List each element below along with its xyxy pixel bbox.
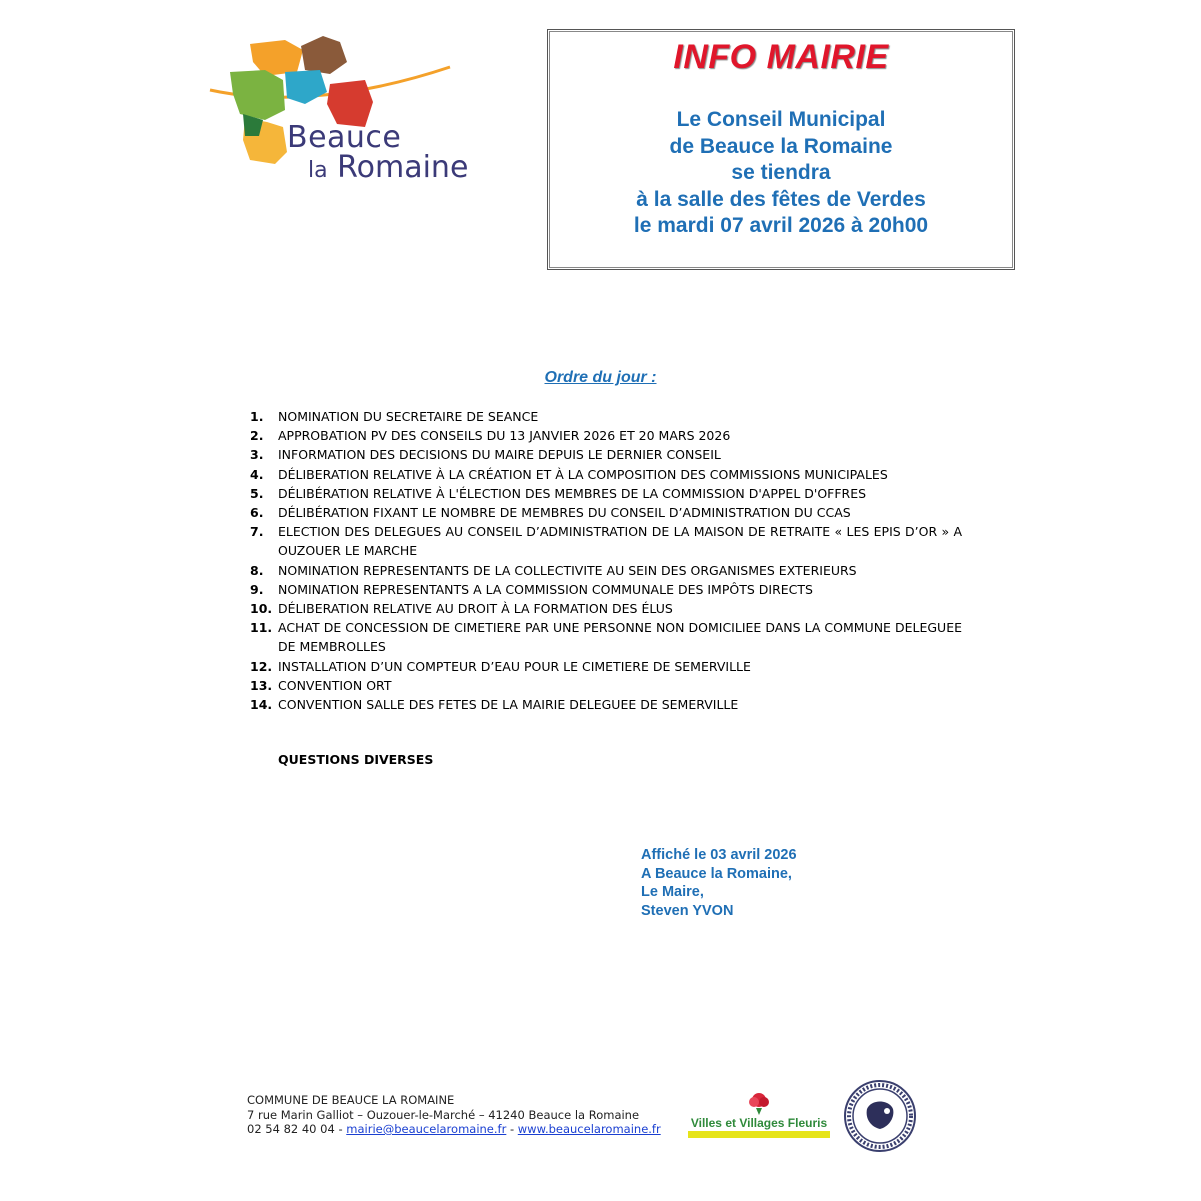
logo-text-prefix: la (308, 158, 328, 183)
agenda-item-text: DÉLIBERATION RELATIVE AU DROIT À LA FORMATION DES ÉLUS (278, 601, 673, 617)
agenda-item-number: 14. (250, 697, 273, 713)
footer-commune: COMMUNE DE BEAUCE LA ROMAINE (247, 1093, 455, 1107)
info-line: à la salle des fêtes de Verdes (636, 187, 926, 211)
agenda-item (250, 561, 962, 580)
agenda-item-text: DÉLIBERATION RELATIVE À LA CRÉATION ET À LA COMPOSITION DES COMMISSIONS MUNICIPALES (278, 466, 888, 482)
agenda-item-number: 7. (250, 524, 264, 540)
agenda-item-number: 9. (250, 581, 264, 597)
footer-contact (247, 1122, 661, 1137)
signature-posted-date: Affiché le 03 avril 2026 (641, 847, 797, 863)
agenda-title: Ordre du jour : (544, 369, 657, 386)
info-line: se tiendra (731, 161, 831, 184)
footer-website-link[interactable]: www.beaucelaromaine.fr (517, 1122, 661, 1136)
agenda-item-text: ACHAT DE CONCESSION DE CIMETIERE PAR UNE PERSONNE NON DOMICILIEE DANS LA COMMUNE DELEGUEE DE MEMBROLLES (278, 620, 962, 655)
signature-block (641, 846, 797, 920)
agenda-item-number: 10. (250, 601, 273, 617)
agenda-item-number: 3. (250, 447, 264, 463)
agenda-item-number: 13. (250, 677, 273, 693)
agenda-item (250, 676, 962, 695)
agenda-item-text: ELECTION DES DELEGUES AU CONSEIL D’ADMINISTRATION DE LA MAISON DE RETRAITE « LES EPIS D’OR » A OUZOUER LE MARCHE (278, 524, 962, 559)
agenda-item-number: 1. (250, 409, 264, 424)
footer-email-link[interactable]: mairie@beaucelaromaine.fr (346, 1122, 507, 1136)
employer-partner-seal-icon (843, 1079, 917, 1153)
agenda-item-number: 8. (250, 562, 264, 578)
agenda-item-number: 12. (250, 658, 273, 674)
flower-icon (744, 1090, 774, 1116)
agenda-item-text: NOMINATION REPRESENTANTS DE LA COLLECTIVITE AU SEIN DES ORGANISMES EXTERIEURS (278, 562, 857, 578)
logo-text-line2 (308, 150, 468, 185)
agenda-item-text: NOMINATION DU SECRETAIRE DE SEANCE (278, 409, 539, 424)
agenda-item (250, 599, 962, 618)
signature-place: A Beauce la Romaine, (641, 865, 792, 882)
agenda-item (250, 426, 962, 445)
vvf-ribbon (688, 1131, 830, 1138)
agenda-item (250, 445, 962, 464)
info-mairie-box (547, 29, 1015, 270)
agenda-list (250, 407, 962, 714)
questions-diverses: QUESTIONS DIVERSES (278, 752, 434, 767)
logo-text-line1: Beauce (287, 120, 402, 155)
agenda-item-number: 11. (250, 620, 273, 636)
agenda-item-number: 6. (250, 505, 264, 521)
signature-name: Steven YVON (641, 902, 734, 919)
agenda-item-text: DÉLIBÉRATION RELATIVE À L'ÉLECTION DES MEMBRES DE LA COMMISSION D'APPEL D'OFFRES (278, 485, 867, 501)
agenda-item-number: 5. (250, 485, 264, 501)
agenda-item (250, 522, 962, 560)
agenda-item-number: 2. (250, 428, 264, 444)
footer-separator: - (334, 1122, 347, 1136)
agenda-item (250, 503, 962, 522)
agenda-item-text: INFORMATION DES DECISIONS DU MAIRE DEPUIS LE DERNIER CONSEIL (278, 447, 721, 463)
agenda-item (250, 484, 962, 503)
beauce-la-romaine-logo (205, 32, 495, 192)
agenda-item-number: 4. (250, 466, 264, 482)
info-mairie-lines (548, 107, 1014, 240)
agenda-item-text: CONVENTION SALLE DES FETES DE LA MAIRIE DELEGUEE DE SEMERVILLE (278, 697, 739, 713)
agenda-item-text: APPROBATION PV DES CONSEILS DU 13 JANVIER 2026 ET 20 MARS 2026 (278, 428, 731, 444)
footer-separator: - (506, 1122, 518, 1136)
info-line: Le Conseil Municipal (676, 108, 886, 131)
info-line: le mardi 07 avril 2026 à 20h00 (633, 214, 929, 237)
villes-villages-fleuris-badge (688, 1090, 830, 1140)
agenda-item (250, 618, 962, 656)
agenda-item-text: DÉLIBÉRATION FIXANT LE NOMBRE DE MEMBRES DU CONSEIL D’ADMINISTRATION DU CCAS (278, 505, 851, 521)
info-line: de Beauce la Romaine (669, 134, 893, 158)
footer-phone: 02 54 82 40 04 (247, 1122, 335, 1136)
agenda-item-text: CONVENTION ORT (278, 677, 392, 693)
agenda-item (250, 695, 962, 714)
agenda-item (250, 657, 962, 676)
vvf-label: Villes et Villages Fleuris (690, 1116, 828, 1130)
agenda-item (250, 580, 962, 599)
logo-text-main: Romaine (337, 150, 469, 185)
signature-role: Le Maire, (641, 884, 704, 900)
agenda-item (250, 465, 962, 484)
info-mairie-title: INFO MAIRIE (673, 38, 889, 76)
agenda-item-text: NOMINATION REPRESENTANTS A LA COMMISSION COMMUNALE DES IMPÔTS DIRECTS (278, 581, 813, 597)
footer-address (247, 1093, 661, 1137)
agenda-item-text: INSTALLATION D’UN COMPTEUR D’EAU POUR LE CIMETIERE DE SEMERVILLE (278, 658, 751, 674)
footer-street: 7 rue Marin Galliot – Ouzouer-le-Marché – 41240 Beauce la Romaine (247, 1107, 640, 1122)
employer-partner-seal (843, 1079, 917, 1158)
agenda-item (250, 407, 962, 426)
